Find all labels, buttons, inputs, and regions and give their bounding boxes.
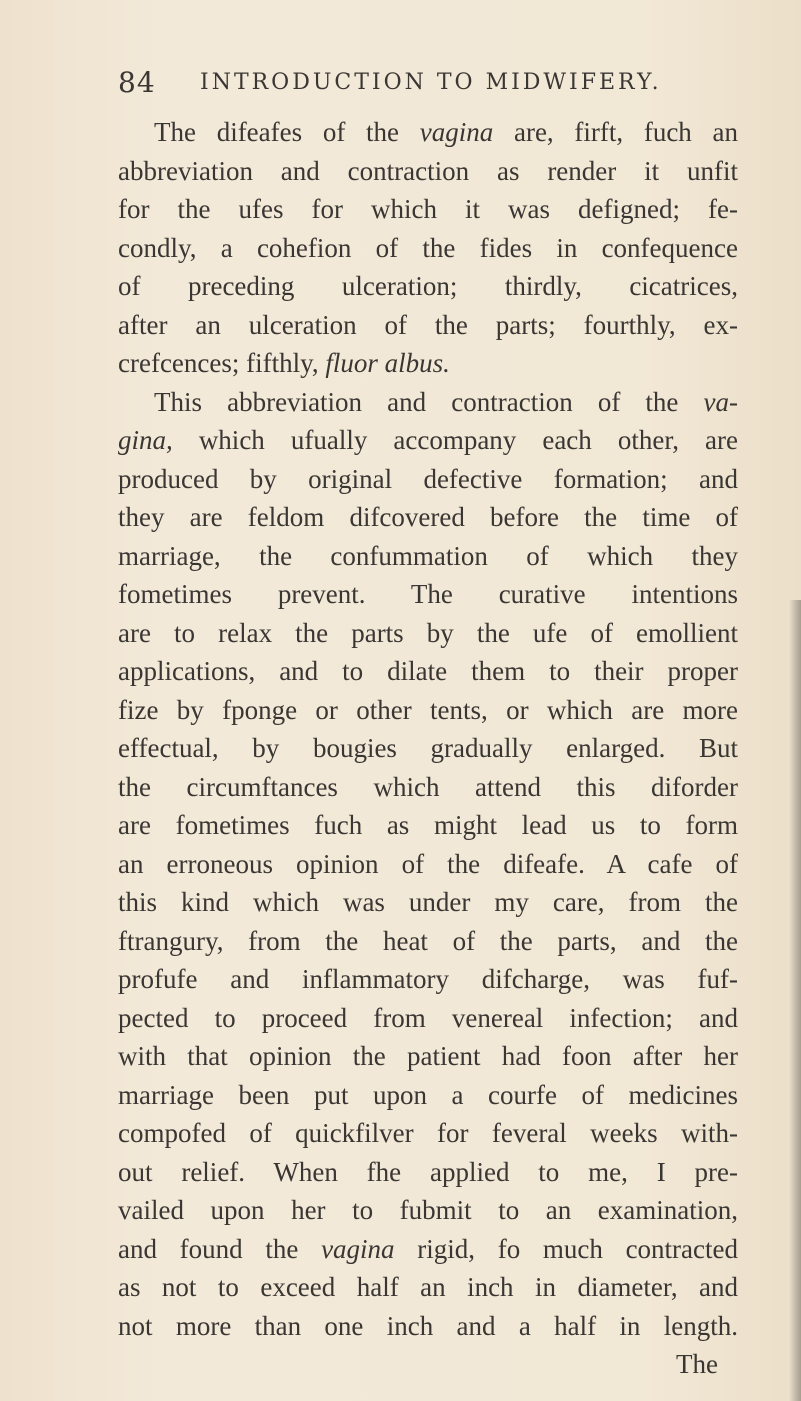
text-line: applications, and to dilate them to their proper — [118, 656, 738, 686]
text-line: for the ufes for which it was defigned; fe- — [118, 194, 738, 224]
text-line: are fometimes fuch as might lead us to form — [118, 810, 738, 840]
text-line: they are feldom difcovered before the time of — [118, 502, 738, 532]
text-line: marriage been put upon a courfe of medicines — [118, 1079, 738, 1110]
text-line: after an ulceration of the parts; fourthly, ex- — [118, 309, 738, 340]
text-line: as not to exceed half an inch in diameter, and — [118, 1272, 738, 1302]
text-line: are to relax the parts by the ufe of emollient — [118, 617, 738, 648]
page-edge-shadow — [789, 600, 801, 1401]
text-line: compofed of quickfilver for feveral weeks with- — [118, 1118, 738, 1148]
text-line: the circumftances which attend this diforder — [118, 771, 738, 802]
text-line: of preceding ulceration; thirdly, cicatrices, — [118, 271, 738, 301]
text-line: profufe and inflammatory difcharge, was fuf- — [118, 964, 738, 994]
text-line: marriage, the confummation of which they — [118, 540, 738, 571]
text-line: this kind which was under my care, from the — [118, 887, 738, 917]
text-line: crefcences; fifthly, fluor albus. — [118, 348, 450, 378]
text-line: pected to proceed from venereal infection; and — [118, 1002, 738, 1033]
text-line: abbreviation and contraction as render it unfit — [118, 155, 738, 186]
paragraph-abbreviation — [118, 383, 738, 1346]
text-line: ftrangury, from the heat of the parts, and the — [118, 925, 738, 956]
text-line: fometimes prevent. The curative intentions — [118, 579, 738, 609]
text-line: effectual, by bougies gradually enlarged. But — [118, 733, 738, 763]
text-line: gina, which ufually accompany each other, are — [118, 425, 738, 455]
text-line: fize by fponge or other tents, or which are more — [118, 694, 738, 725]
text-line: with that opinion the patient had foon after her — [118, 1041, 738, 1071]
text-line: out relief. When fhe applied to me, I pre- — [118, 1156, 738, 1187]
text-line: This abbreviation and contraction of the va- — [154, 386, 738, 417]
page-number: 84 — [118, 66, 156, 99]
body-text — [118, 113, 738, 1384]
text-line: produced by original defective formation; and — [118, 463, 738, 494]
page-header — [118, 66, 718, 106]
text-line: vailed upon her to fubmit to an examination, — [118, 1195, 738, 1225]
text-line: condly, a cohefion of the fides in confequence — [118, 232, 738, 263]
paragraph-diseases — [118, 113, 738, 383]
catchword: The — [676, 1349, 718, 1379]
running-head: INTRODUCTION TO MIDWIFERY. — [200, 70, 662, 95]
text-line: an erroneous opinion of the difeafe. A cafe of — [118, 848, 738, 879]
text-line: not more than one inch and a half in length. — [118, 1310, 738, 1341]
text-line: The difeafes of the vagina are, firft, fuch an — [154, 117, 738, 147]
text-line: and found the vagina rigid, fo much contracted — [118, 1233, 739, 1264]
